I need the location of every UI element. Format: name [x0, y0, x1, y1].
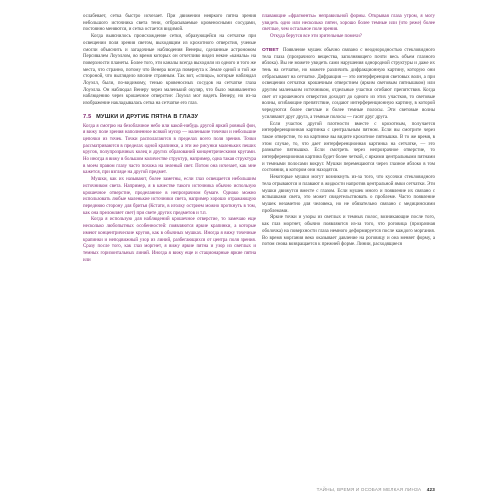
- right-paragraph-3: Если участок другой плотности вместе с крохотным, получается интерференционная картинка с центральным пятном. Если вы смотрите через такое отверстие, то на картинке вы видите крохотное пятнышко. В то же время, в этом случае, то, что дает интерференционная картинка на сетчатке, — это размытое пятнышко. Если смотреть через непрозрачное отверстие, то интерференционная картина будет более четкой, с яркими центральными пятнами и темными полосами вокруг. Мушки перемещаются через глазное яблоко в том состоянии, в котором они находятся.: [262, 121, 435, 174]
- section-heading: [83, 114, 256, 121]
- right-paragraph-4: Некоторые мушки могут возникнуть из-за того, что кусочки стекловидного тела отрываются и плавают в жидкости напротив центральной ямки сетчатки. Эти мушки движутся вместе с глазом. Если мушек много и появление их связано с вспышками света, это может свидетельствовать о проблеме. Часто появление мушек незаметно для человека, но не обязательно связано с медицинскими проблемами.: [262, 175, 435, 214]
- page-footer: [262, 487, 435, 492]
- page-number: 423: [426, 487, 435, 492]
- left-paragraph-3: Когда я смотрю на безоблачное небо или какой-нибудь другой яркий ровный фон, я вижу поле зрения наполненное всякой мусор — маленькие точечки и небольшие цепочки из точек. Точки располагаются в пределах всего поля зрения. Точки рассматриваются в пределах одной крапинки, а эти же рисунки маленьких пеших кругов, полупрозрачных колец и других образований концентрическими кругами. Но иногда я вижу в большом количестве структур, например, одна такая структура в моем правом глазу часто похожа на зеленый свет. Потом она исчезает, как мне кажется, при взгляде на другой предмет.: [83, 123, 257, 176]
- section-title: МУШКИ И ДРУГИЕ ПЯТНА В ГЛАЗУ: [96, 113, 199, 120]
- right-column: [262, 14, 435, 249]
- left-column: [83, 14, 256, 264]
- left-paragraph-2: Когда выяснилось происхождение сетки, образующейся на сетчатке при освещении поля зрения светом, выходящим из крохотного отверстия, ученые смогли объяснить и загадочные наблюдения Венеры, сделанные астрономом Персивалем Лоуэллом, во время которых он отчетливо видел некие «каналы» на поверхности планеты. Более того, эти каналы всегда выходили из одного и того же места, что странно, потому что Венера всегда повернута к Земле одной и той же стороной, что выглядело вполне странным. Так вот, «спицы», которые наблюдал Лоуэлл, были, по-видимому, тенью кровеносных сосудов на сетчатке глаза Лоуэлла. Он наблюдал Венеру через маленький окуляр, что было эквивалентно наблюдению через крошечное отверстие: Лоуэлл мог видеть Венеру, но из-за изображение накладывалась сетка на сетчатке его глаз.: [83, 34, 256, 107]
- spacer: [262, 41, 435, 48]
- left-paragraph-1: ослабевает, сетка быстро исчезает. При движении неяркого пятна зрения небольшого источника света тени, отбрасываемые кровеносными сосудами, постоянно меняются, и сетка остается видимой.: [83, 14, 256, 33]
- left-paragraph-5: Когда я использую для наблюдений крошечное отверстие, то замечаю еще несколько любопытных особенностей: появляются яркие крапинки, а которые имеют концентрические кругов, как в обычных мушках. Иногда я вижу точечные крапинки и неподвижный узор из линий, разбегающихся от центра поля зрения. Сразу после того, как глаз моргнет, я вижу яркие пятна и узор из светлых и темных горизонтальных линий. Иногда я вижу еще и стационарные яркие пятна или: [83, 217, 256, 263]
- right-paragraph-1: плавающие «фрагменты» неправильной формы. Открывая глаза утром, я могу увидеть одно или несколько пятен, хорошо более темные или (что реже) более светлые, чем остальное поле зрения.: [262, 14, 435, 33]
- right-paragraph-5: Яркие точки и узоры из светлых и темных полос, возникающие после того, как глаз моргнет, обычно появляются из-за того, что роговица (прозрачная оболочка) на поверхности глаза немного деформируется после каждого моргания. Во время моргания веко оказывает давление на роговицу и она меняет форму, а потом снова возвращается к прежней форме. Линии, расходящиеся: [262, 215, 435, 248]
- section-number: 7.5: [83, 113, 92, 120]
- right-question: Откуда берутся все эти зрительные помехи?: [270, 34, 362, 40]
- answer-text: Появление мушек обычно связано с неоднородностью стекловидного тела глаза (прозрачного вещества, заполняющего почти весь объем глазного яблока). Вы не можете увидеть сами нарушения однородной структуры и даже их тень на сетчатке, но можете различить дифракционную картину, которую они отбрасывают на сетчатке. Дифракция — это интерференция световых волн, а при освещении сетчатки крошечным отверстием (ярким световым пятнышком) или другим маленьким источником, отдельные участки огибают препятствия. Когда свет от крошечного отверстия доходит до одного из этих участков, то световые волны, огибающие препятствие, создают интерференционную картину, в которой чередуются более светлые и более темные полосы. Эти световые волны усиливают друг друга, а темные полосы — гасят друг друга.: [262, 47, 435, 120]
- answer-paragraph: [262, 48, 435, 122]
- left-paragraph-4: Мушки, как их называют, более заметны, если глаз освещается небольшим источником света. Например, я в качестве такого источника обычно использую крошечное отверстие, проделанное в непрозрачном бумаге. Однако можно использовать любые маленькие источники света, например хорошо отражающую переднюю сторону для бритья (Кстати, в иголку острием можно проткнуть в том, как она преломляет свет) при свете других предметов и т.п.: [83, 177, 256, 216]
- running-title: ТАЙНЫ, ВРЕМЯ И ОСОБАЯ МЕЛКАЯ ЛИНЗА: [316, 487, 422, 492]
- answer-label: ОТВЕТ: [262, 47, 279, 53]
